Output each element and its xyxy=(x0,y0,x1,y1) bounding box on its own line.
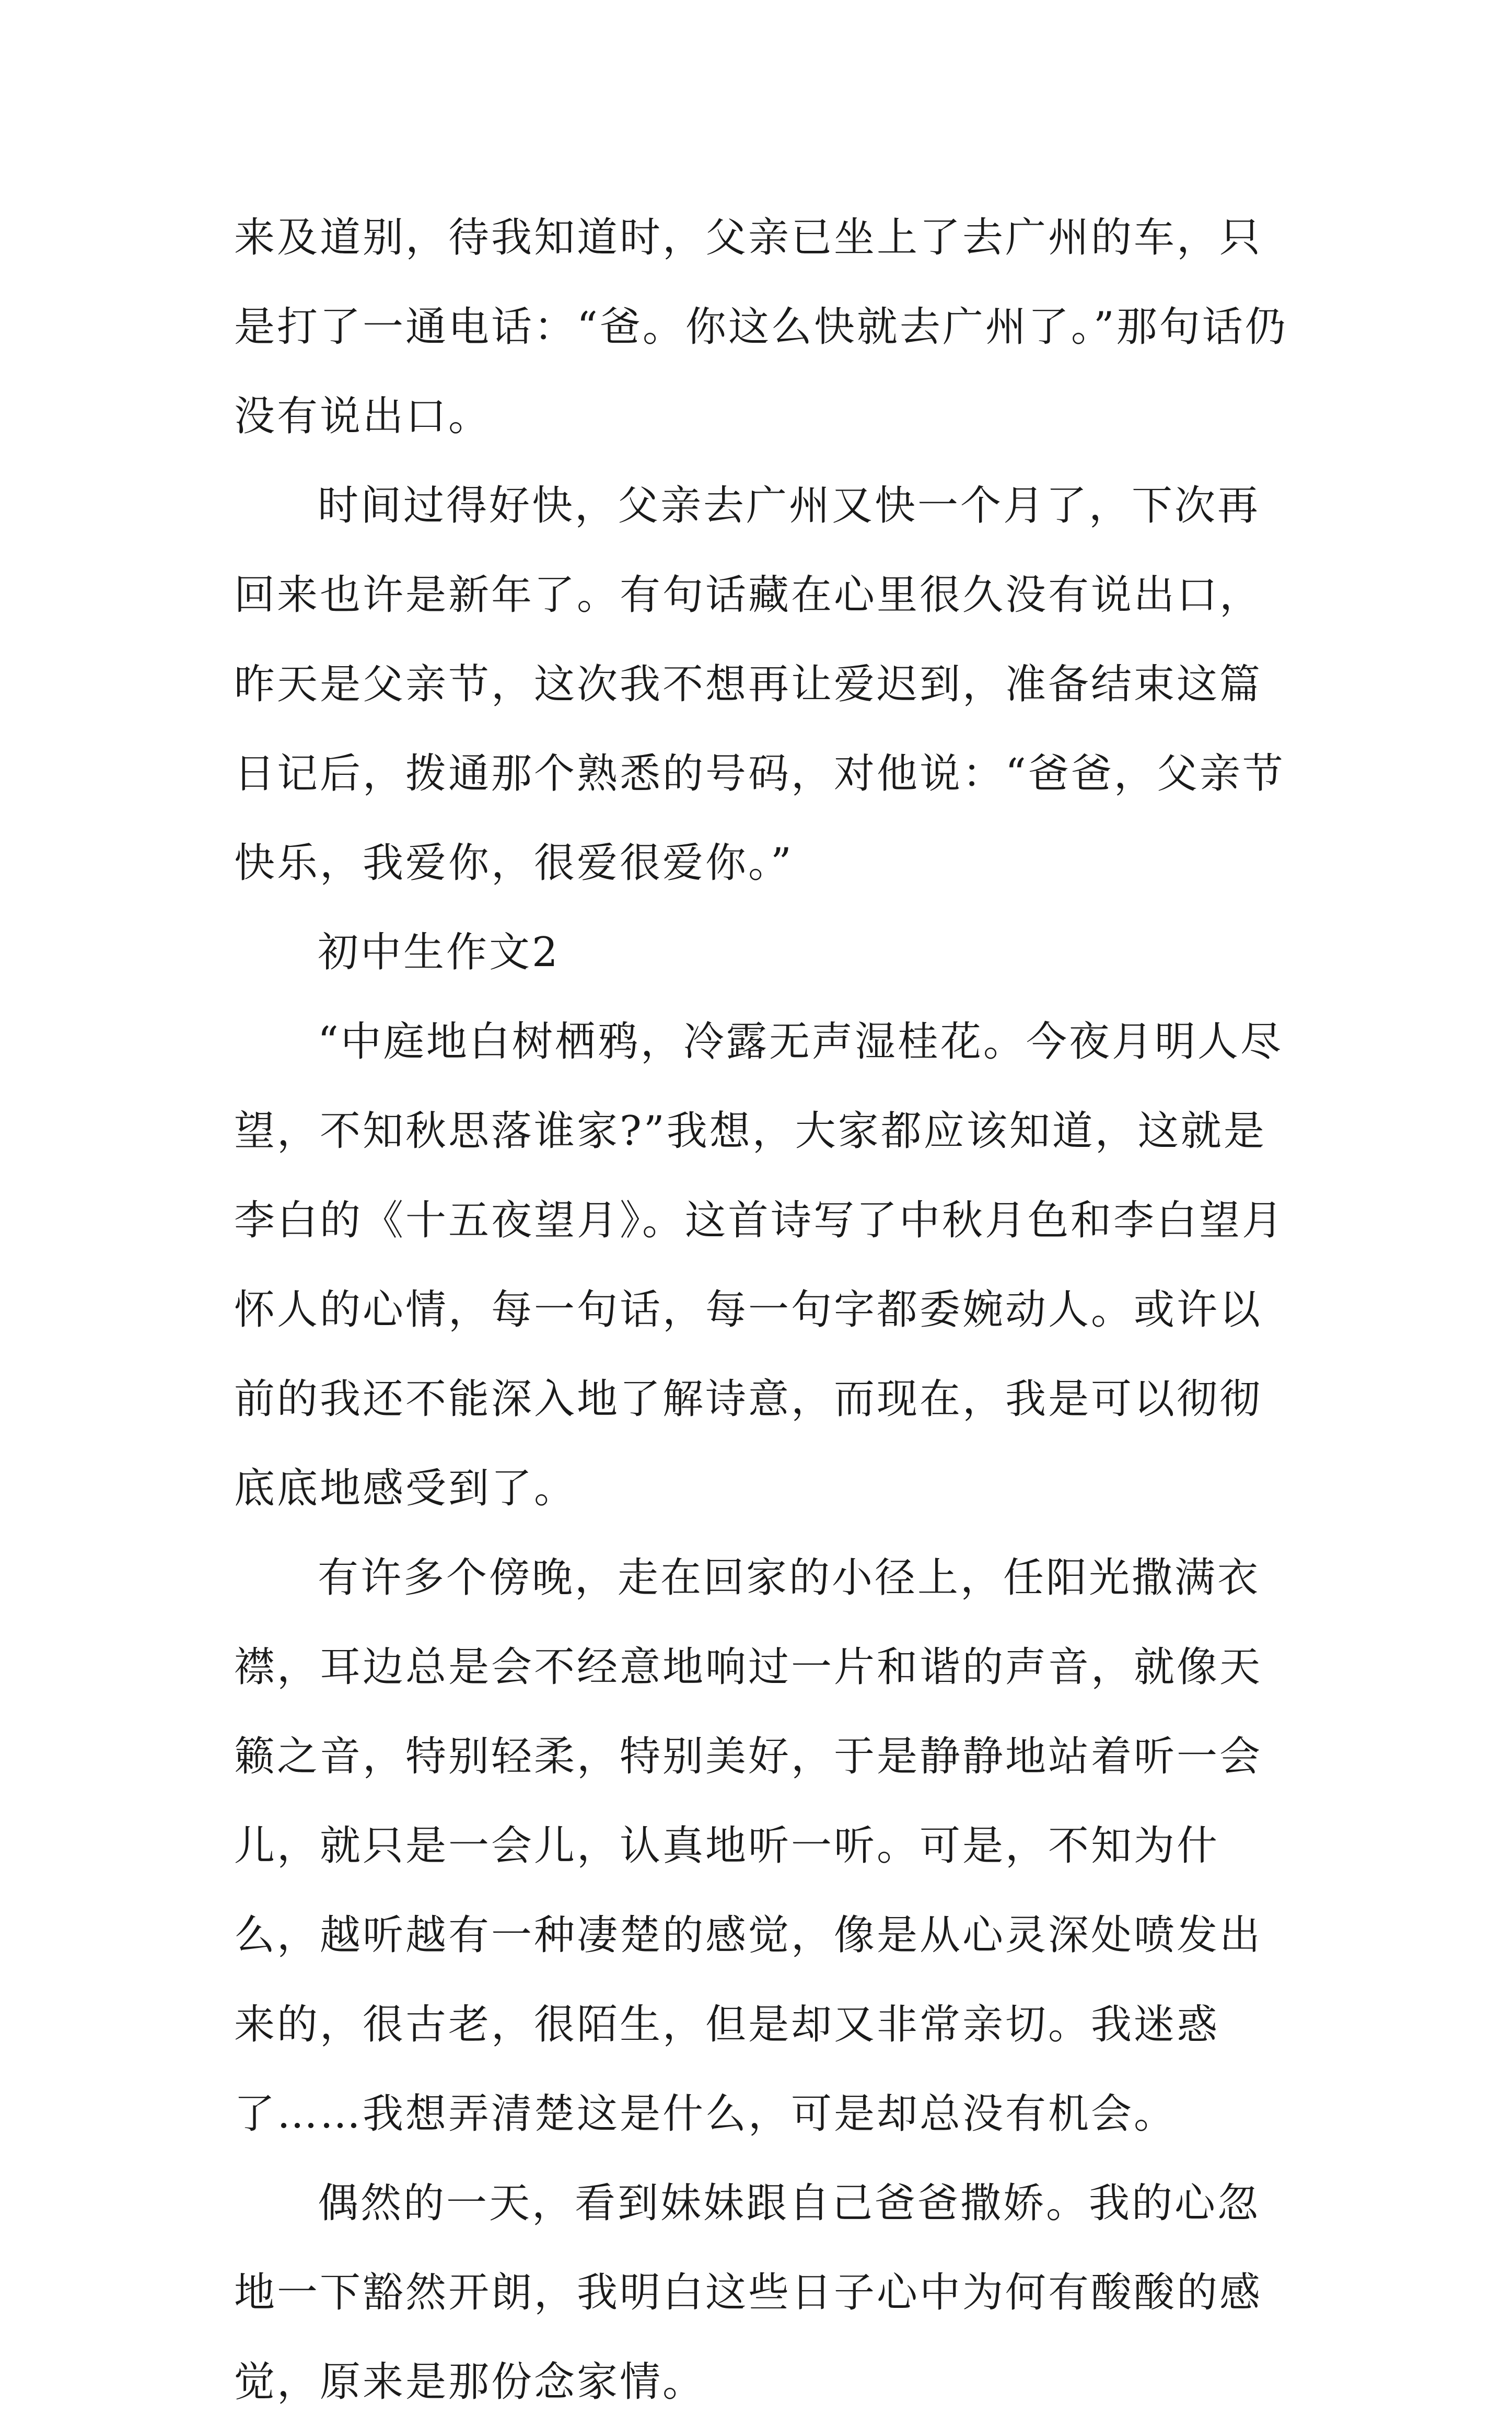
paragraph: “中庭地白树栖鸦，冷露无声湿桂花。今夜月明人尽望，不知秋思落谁家?”我想，大家都应该知道，这就是李白的《十五夜望月》。这首诗写了中秋月色和李白望月怀人的心情，每一句话，每一句字都委婉动人。或许以前的我还不能深入地了解诗意，而现在，我是可以彻彻底底地感受到了。 xyxy=(234,1018,1285,1512)
essay-heading: 初中生作文2 xyxy=(318,929,560,976)
document-body xyxy=(234,193,1295,2427)
paragraph: 时间过得好快，父亲去广州又快一个月了，下次再回来也许是新年了。有句话藏在心里很久没有说出口，昨天是父亲节，这次我不想再让爱迟到，准备结束这篇日记后，拨通那个熟悉的号码，对他说：“爸爸，父亲节快乐，我爱你，很爱很爱你。” xyxy=(234,482,1285,887)
paragraph-continued: 来及道别，待我知道时，父亲已坐上了去广州的车，只是打了一通电话：“爸。你这么快就去广州了。”那句话仍没有说出口。 xyxy=(234,214,1288,440)
paragraph: 有许多个傍晚，走在回家的小径上，任阳光撒满衣襟，耳边总是会不经意地响过一片和谐的声音，就像天籁之音，特别轻柔，特别美好，于是静静地站着听一会儿，就只是一会儿，认真地听一听。可是，不知为什么，越听越有一种凄楚的感觉，像是从心灵深处喷发出来的，很古老，很陌生，但是却又非常亲切。我迷惑了……我想弄清楚这是什么，可是却总没有机会。 xyxy=(234,1554,1263,2138)
paragraph: 偶然的一天，看到妹妹跟自己爸爸撒娇。我的心忽地一下豁然开朗，我明白这些日子心中为何有酸酸的感觉，原来是那份念家情。 xyxy=(234,2180,1263,2406)
